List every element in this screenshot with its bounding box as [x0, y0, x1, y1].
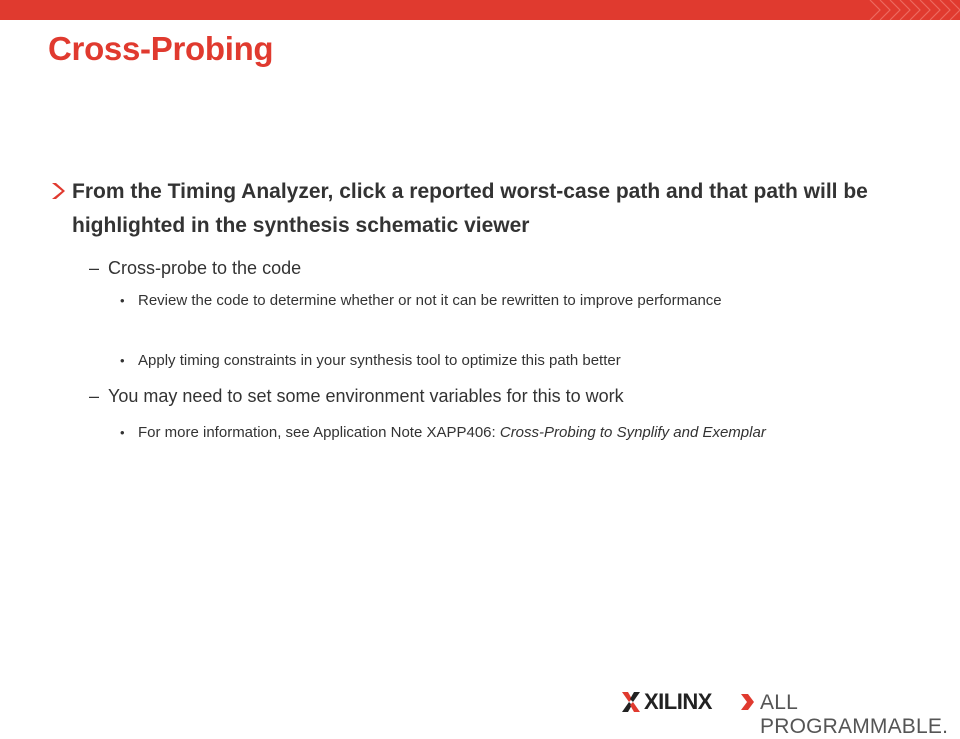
logo-tagline: ALL PROGRAMMABLE.: [760, 691, 949, 738]
dash-bullet: –: [89, 258, 100, 278]
xilinx-logo-text: XILINX: [644, 689, 712, 714]
dash-bullet: –: [89, 386, 100, 406]
slide-title: Cross-Probing: [48, 30, 274, 67]
bullet-level2-cross-probe: Cross-probe to the code: [108, 258, 302, 278]
chevron-right-icon: [740, 694, 754, 710]
chevron-bullet-icon: [50, 182, 66, 200]
top-banner: [0, 0, 960, 20]
bullet-level2-environment: You may need to set some environment variables for this to work: [108, 386, 624, 406]
bullet-level3-review-code: Review the code to determine whether or not it can be rewritten to improve performance: [138, 292, 722, 309]
chevron-pattern-icon: [850, 0, 960, 20]
xilinx-x-icon: [622, 692, 640, 712]
dot-bullet: •: [120, 293, 125, 308]
dot-bullet: •: [120, 353, 125, 368]
bullet-level1: From the Timing Analyzer, click a reported worst-case path and that path will be highlighted in the synthesis schematic viewer: [72, 180, 868, 237]
more-info-text: For more information, see Application Note XAPP406:: [138, 424, 500, 441]
bullet-level3-apply-timing: Apply timing constraints in your synthesis tool to optimize this path better: [138, 352, 621, 369]
dot-bullet: •: [120, 425, 125, 440]
bullet-level3-more-info: [138, 420, 908, 446]
app-note-title: Cross-Probing to Synplify and Exemplar: [499, 424, 766, 441]
